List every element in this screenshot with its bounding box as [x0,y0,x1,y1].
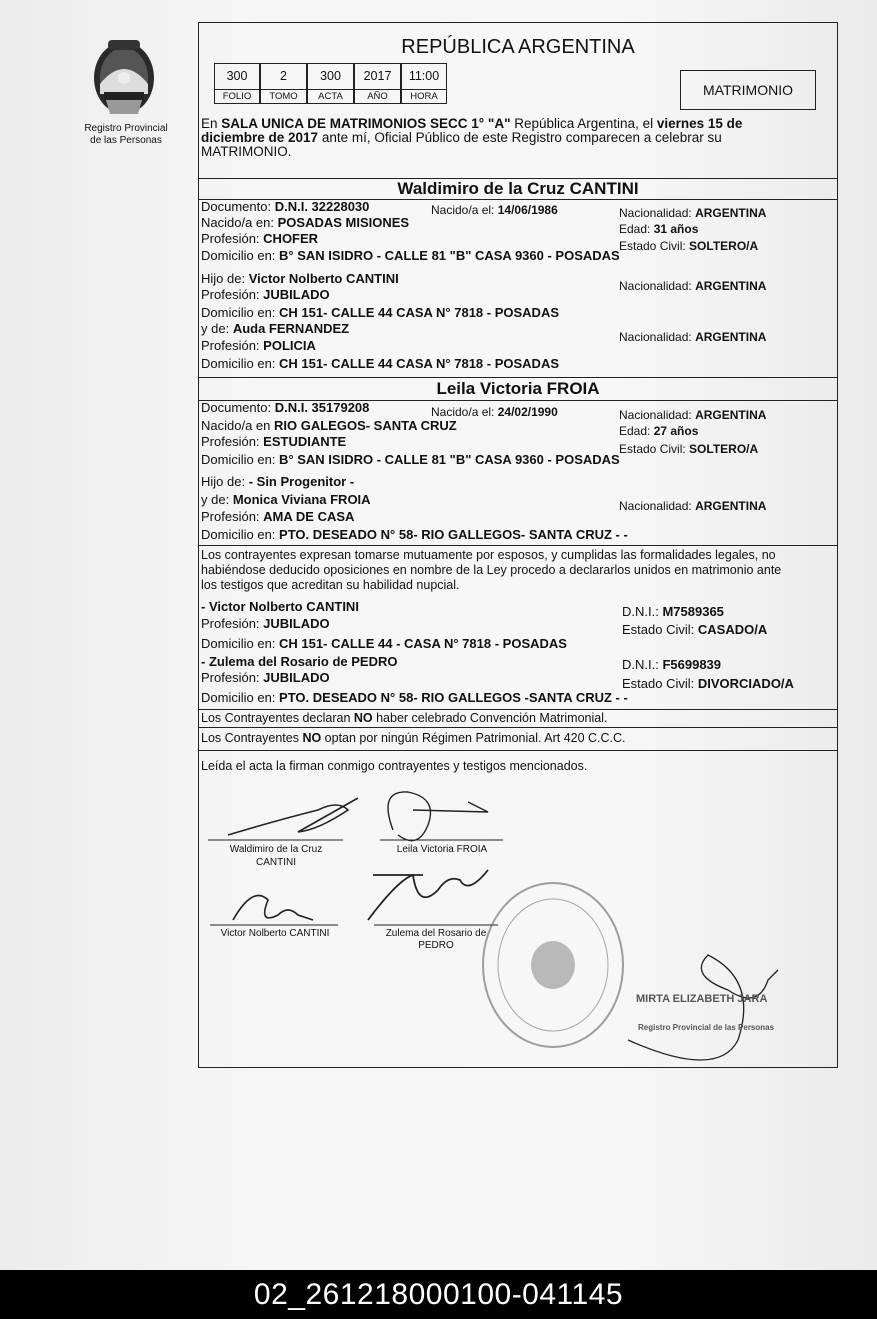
groom-father: Hijo de: Victor Nolberto CANTINI [201,271,399,286]
field-hora-value: 11:00 [401,63,447,90]
witness2-sig-label2: PEDRO [418,940,454,951]
groom-nat: Nacionalidad: ARGENTINA [619,206,767,220]
intro-line1: En SALA UNICA DE MATRIMONIOS SECC 1° "A" República Argentina, el viernes 15 de [201,116,743,131]
groom-age: Edad: 31 años [619,222,699,236]
bride-nat: Nacionalidad: ARGENTINA [619,408,767,422]
doc-type: MATRIMONIO [703,82,793,98]
bride-mother-prof: Profesión: AMA DE CASA [201,509,355,524]
bride-prof: Profesión: ESTUDIANTE [201,434,347,449]
bride-signature [388,792,488,841]
groom-father-prof: Profesión: JUBILADO [201,287,330,302]
footer-code: 02_261218000100-041145 [0,1270,877,1319]
groom-mother-dom: Domicilio en: CH 151- CALLE 44 CASA N° 7818 - POSADAS [201,356,560,371]
convention-statement: Los Contrayentes declaran NO haber celebrado Convención Matrimonial. [201,711,608,725]
intro-line3: MATRIMONIO. [201,144,292,159]
witness1-civil: Estado Civil: CASADO/A [622,622,768,637]
groom-born: Nacido/a el: 14/06/1986 [431,203,558,217]
closing-statement: Leída el acta la firman conmigo contrayentes y testigos mencionados. [201,759,588,773]
groom-mother-nat: Nacionalidad: ARGENTINA [619,330,767,344]
field-tomo-label: TOMO [260,89,307,104]
witness2-signature [368,870,488,920]
field-acta-label: ACTA [307,89,354,104]
groom-place: Nacido/a en: POSADAS MISIONES [201,215,410,230]
logo-org-line2: de las Personas [90,135,162,146]
groom-mother-prof: Profesión: POLICIA [201,338,316,353]
field-acta-value: 300 [307,63,354,90]
witness2-dni: D.N.I.: F5699839 [622,657,722,672]
groom-father-nat: Nacionalidad: ARGENTINA [619,279,767,293]
officer-name-stamp: MIRTA ELIZABETH JARA [636,993,768,1005]
bride-sig-label: Leila Victoria FROIA [396,844,488,855]
groom-sig-label2: CANTINI [256,857,296,868]
field-hora-label: HORA [401,89,447,104]
bride-mother-nat: Nacionalidad: ARGENTINA [619,499,767,513]
bride-father: Hijo de: - Sin Progenitor - [201,474,355,489]
witness1-signature [233,896,313,921]
bride-age: Edad: 27 años [619,424,699,438]
groom-sig-label1: Waldimiro de la Cruz [229,844,323,855]
groom-father-dom: Domicilio en: CH 151- CALLE 44 CASA N° 7818 - POSADAS [201,305,560,320]
bride-name-heading: Leila Victoria FROIA [436,379,600,398]
intro-line2: diciembre de 2017 ante mí, Oficial Público de este Registro comparecen a celebrar su [201,130,722,145]
declaration-line2: habiéndose deducido oposiciones en nombre de la Ley procedo a declararlos unidos en matrimonio ante [201,563,782,577]
country-title: REPÚBLICA ARGENTINA [401,36,635,58]
witness1-dom: Domicilio en: CH 151- CALLE 44 - CASA N° 7818 - POSADAS [201,636,567,651]
witness2-prof: Profesión: JUBILADO [201,670,330,685]
field-año-label: AÑO [354,89,401,104]
groom-name-heading: Waldimiro de la Cruz CANTINI [397,179,639,198]
groom-doc: Documento: D.N.I. 32228030 [201,199,370,214]
groom-signature [228,798,358,835]
witness2-name: - Zulema del Rosario de PEDRO [201,654,398,669]
registry-seal [483,883,623,1047]
witness2-dom: Domicilio en: PTO. DESEADO N° 58- RIO GALLEGOS -SANTA CRUZ - - [201,690,628,705]
groom-civil: Estado Civil: SOLTERO/A [619,239,759,253]
field-tomo-value: 2 [260,63,307,90]
declaration-line3: los testigos que acreditan su habilidad nupcial. [201,578,460,592]
witness2-sig-label1: Zulema del Rosario de [385,928,487,939]
groom-dom: Domicilio en: B° SAN ISIDRO - CALLE 81 "B" CASA 9360 - POSADAS [201,248,620,263]
field-año-value: 2017 [354,63,401,90]
bride-mother: y de: Monica Viviana FROIA [201,492,371,507]
declaration-line1: Los contrayentes expresan tomarse mutuamente por esposos, y cumplidas las formalidades legales, no [201,548,776,562]
bride-place: Nacido/a en RIO GALEGOS- SANTA CRUZ [201,418,457,433]
witness2-civil: Estado Civil: DIVORCIADO/A [622,676,794,691]
bride-doc: Documento: D.N.I. 35179208 [201,400,370,415]
field-folio-label: FOLIO [214,89,260,104]
witness1-name: - Victor Nolberto CANTINI [201,599,359,614]
field-folio-value: 300 [214,63,260,90]
bride-dom: Domicilio en: B° SAN ISIDRO - CALLE 81 "B" CASA 9360 - POSADAS [201,452,620,467]
province-coat-of-arms [86,34,162,120]
bride-born: Nacido/a el: 24/02/1990 [431,405,558,419]
witness1-dni: D.N.I.: M7589365 [622,604,724,619]
witness1-sig-label: Victor Nolberto CANTINI [220,928,330,939]
witness1-prof: Profesión: JUBILADO [201,616,330,631]
officer-signature [628,955,778,1060]
logo-org-line1: Registro Provincial [84,123,168,134]
groom-prof: Profesión: CHOFER [201,231,319,246]
bride-civil: Estado Civil: SOLTERO/A [619,442,759,456]
patrimonial-statement: Los Contrayentes NO optan por ningún Régimen Patrimonial. Art 420 C.C.C. [201,731,626,745]
officer-title-stamp: Registro Provincial de las Personas [638,1023,775,1032]
bride-mother-dom: Domicilio en: PTO. DESEADO N° 58- RIO GALLEGOS- SANTA CRUZ - - [201,527,628,542]
doc-type-box [680,70,816,110]
groom-mother: y de: Auda FERNANDEZ [201,321,350,336]
